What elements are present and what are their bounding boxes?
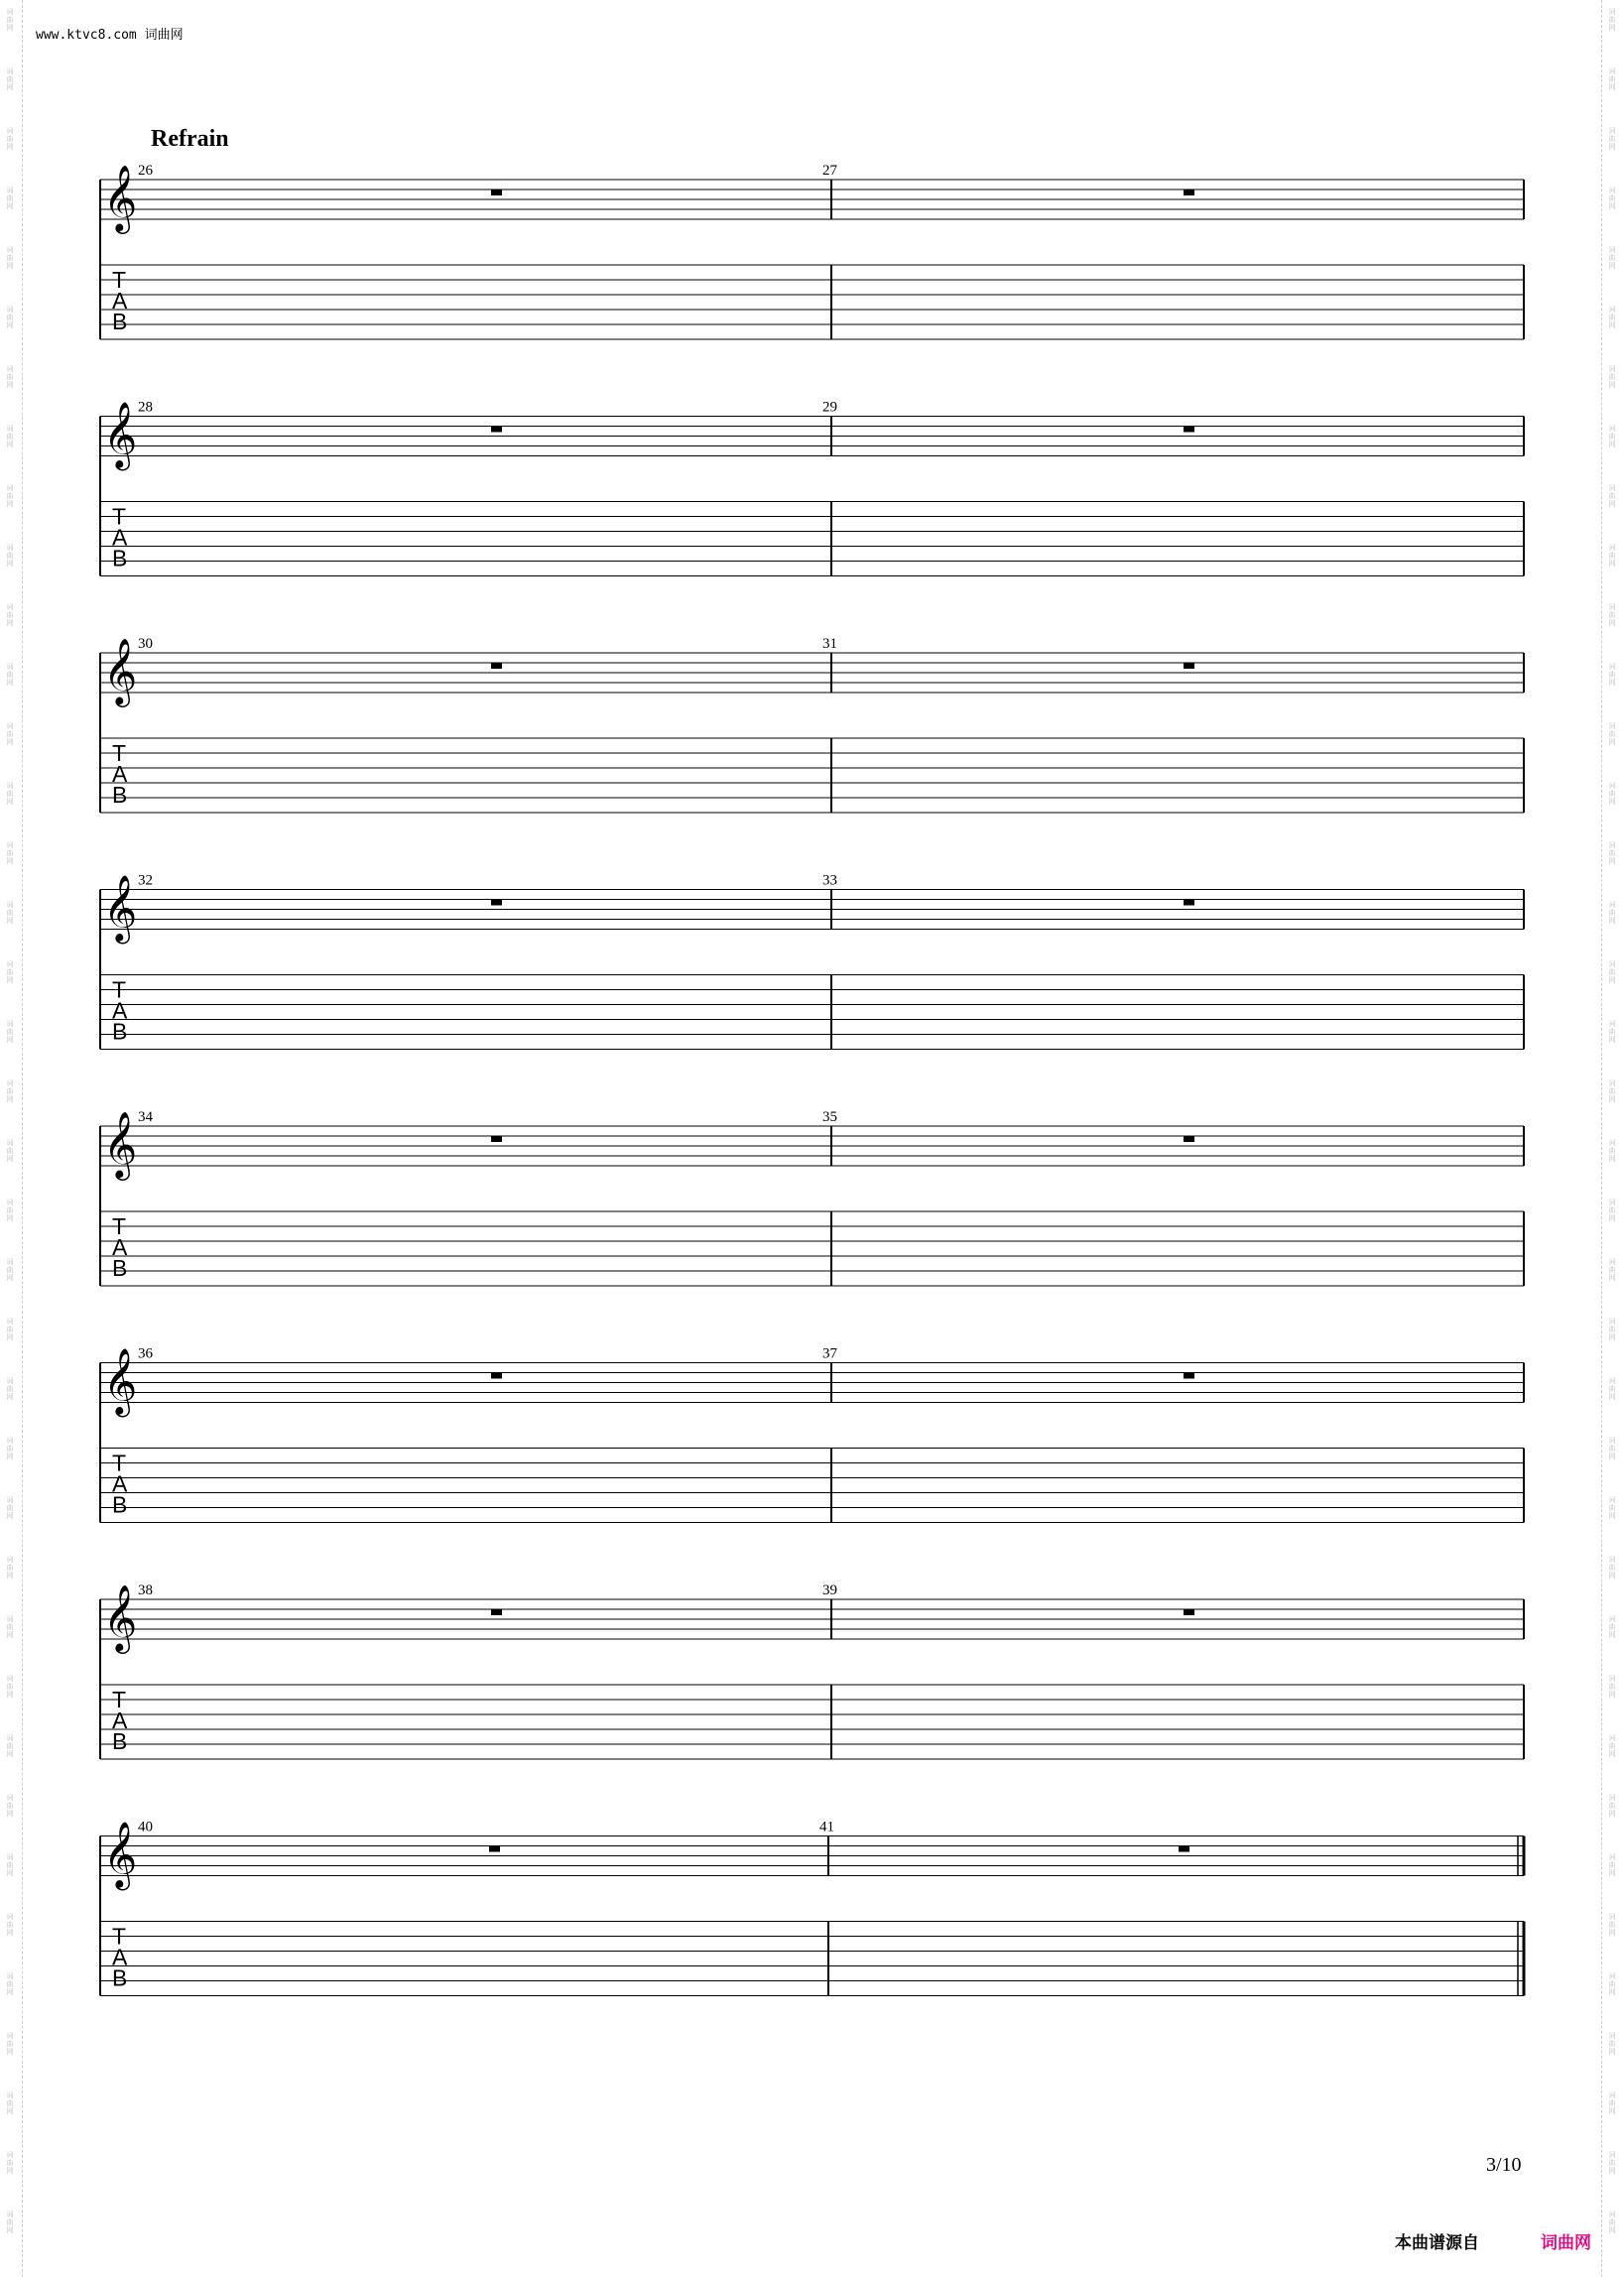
- measure-number: 32: [138, 872, 153, 889]
- watermark-mark: 词 曲 网: [6, 1258, 14, 1282]
- watermark-mark: 词 曲 网: [6, 1853, 14, 1877]
- watermark-mark: 词 曲 网: [1608, 1318, 1616, 1341]
- tab-clef-letter: A: [112, 524, 128, 551]
- tab-clef-letter: B: [112, 1018, 128, 1045]
- watermark-mark: 词 曲 网: [1608, 663, 1616, 687]
- watermark-mark: 词 曲 网: [6, 1972, 14, 1996]
- tab-clef-letter: B: [112, 1255, 128, 1281]
- measure-number: 30: [138, 636, 153, 652]
- whole-rest: [1184, 663, 1194, 669]
- whole-rest: [1179, 1846, 1189, 1852]
- treble-clef-icon: 𝄞: [103, 400, 138, 468]
- treble-clef-icon: 𝄞: [103, 637, 138, 704]
- treble-clef-icon: 𝄞: [103, 1346, 138, 1415]
- whole-rest: [489, 1846, 500, 1852]
- tab-clef-letter: B: [112, 309, 128, 334]
- watermark-mark: 词 曲 网: [1608, 722, 1616, 746]
- watermark-mark: 词 曲 网: [1608, 1258, 1616, 1282]
- watermark-mark: 词 曲 网: [6, 1020, 14, 1044]
- tab-clef-letter: T: [112, 1687, 127, 1712]
- watermark-mark: 词 曲 网: [1608, 1496, 1616, 1520]
- watermark-mark: 词 曲 网: [1608, 246, 1616, 270]
- watermark-mark: 词 曲 网: [6, 187, 14, 210]
- tab-clef-letter: A: [112, 761, 128, 787]
- watermark-mark: 词 曲 网: [1608, 2032, 1616, 2056]
- watermark-mark: 词 曲 网: [6, 841, 14, 865]
- tab-clef-letter: T: [112, 267, 127, 293]
- watermark-mark: 词 曲 网: [1608, 127, 1616, 151]
- watermark-mark: 词 曲 网: [1608, 544, 1616, 568]
- whole-rest: [491, 1609, 502, 1615]
- watermark-mark: 词 曲 网: [6, 484, 14, 508]
- watermark-mark: 词 曲 网: [1608, 901, 1616, 925]
- watermark-mark: 词 曲 网: [1608, 1853, 1616, 1877]
- watermark-mark: 词 曲 网: [6, 1615, 14, 1639]
- whole-rest: [1184, 427, 1194, 433]
- tab-clef-letter: A: [112, 1708, 128, 1733]
- whole-rest: [491, 1136, 502, 1142]
- watermark-mark: 词 曲 网: [1608, 1556, 1616, 1580]
- watermark-mark: 词 曲 网: [6, 127, 14, 151]
- watermark-mark: 词 曲 网: [6, 67, 14, 91]
- watermark-mark: 词 曲 网: [1608, 1437, 1616, 1460]
- watermark-mark: 词 曲 网: [1608, 1972, 1616, 1996]
- watermark-mark: 词 曲 网: [6, 1913, 14, 1937]
- footer-brand-link[interactable]: 词曲网: [1541, 2233, 1591, 2253]
- watermark-mark: 词 曲 网: [6, 246, 14, 270]
- tab-clef-letter: T: [112, 1450, 127, 1476]
- tab-clef-letter: T: [112, 1923, 127, 1950]
- watermark-mark: 词 曲 网: [6, 2091, 14, 2115]
- measure-number: 39: [822, 1582, 837, 1598]
- tab-clef-letter: A: [112, 997, 128, 1024]
- treble-clef-icon: 𝄞: [103, 1820, 138, 1888]
- tab-clef-letter: B: [112, 1491, 128, 1518]
- watermark-mark: 词 曲 网: [6, 1377, 14, 1401]
- whole-rest: [491, 190, 502, 195]
- watermark-mark: 词 曲 网: [6, 306, 14, 329]
- measure-number: 38: [138, 1582, 153, 1598]
- whole-rest: [491, 900, 502, 906]
- measure-number: 35: [822, 1109, 837, 1125]
- tab-clef-letter: B: [112, 545, 128, 571]
- measure-number: 37: [822, 1345, 837, 1362]
- tab-clef-letter: B: [112, 1964, 128, 1991]
- measure-number: 27: [822, 163, 837, 179]
- watermark-mark: 词 曲 网: [6, 1734, 14, 1758]
- watermark-mark: 词 曲 网: [6, 1437, 14, 1460]
- watermark-mark: 词 曲 网: [1608, 1794, 1616, 1818]
- watermark-mark: 词 曲 网: [1608, 1139, 1616, 1163]
- footer-source-label: 本曲谱源自: [1395, 2233, 1479, 2253]
- watermark-mark: 词 曲 网: [1608, 365, 1616, 389]
- watermark-mark: 词 曲 网: [6, 1139, 14, 1163]
- whole-rest: [1184, 1373, 1194, 1379]
- treble-clef-icon: 𝄞: [103, 1583, 138, 1651]
- watermark-mark: 词 曲 网: [1608, 2091, 1616, 2115]
- measure-number: 31: [822, 636, 837, 652]
- whole-rest: [1184, 190, 1194, 195]
- treble-clef-icon: 𝄞: [103, 873, 138, 942]
- watermark-mark: 词 曲 网: [1608, 603, 1616, 627]
- tab-clef-letter: B: [112, 1728, 128, 1754]
- whole-rest: [491, 427, 502, 433]
- whole-rest: [1184, 1136, 1194, 1142]
- tab-clef-letter: T: [112, 740, 127, 766]
- watermark-mark: 词 曲 网: [1608, 67, 1616, 91]
- watermark-mark: 词 曲 网: [6, 603, 14, 627]
- watermark-mark: 词 曲 网: [1608, 2151, 1616, 2175]
- measure-number: 36: [138, 1345, 153, 1362]
- measure-number: 33: [822, 872, 837, 889]
- tab-clef-letter: T: [112, 1213, 127, 1239]
- watermark-mark: 词 曲 网: [1608, 484, 1616, 508]
- measure-number: 26: [138, 163, 153, 179]
- watermark-mark: 词 曲 网: [6, 365, 14, 389]
- whole-rest: [491, 1373, 502, 1379]
- watermark-mark: 词 曲 网: [1608, 1615, 1616, 1639]
- section-title: Refrain: [151, 126, 229, 152]
- watermark-mark: 词 曲 网: [6, 1794, 14, 1818]
- watermark-mark: 词 曲 网: [6, 960, 14, 984]
- watermark-mark: 词 曲 网: [6, 1318, 14, 1341]
- watermark-mark: 词 曲 网: [6, 1199, 14, 1222]
- page-number: 3/10: [1486, 2154, 1522, 2176]
- watermark-mark: 词 曲 网: [1608, 1734, 1616, 1758]
- watermark-mark: 词 曲 网: [1608, 841, 1616, 865]
- watermark-mark: 词 曲 网: [6, 1079, 14, 1103]
- tab-clef-letter: B: [112, 782, 128, 808]
- watermark-mark: 词 曲 网: [6, 2211, 14, 2234]
- watermark-mark: 词 曲 网: [1608, 1199, 1616, 1222]
- tab-clef-letter: A: [112, 1234, 128, 1260]
- watermark-mark: 词 曲 网: [1608, 1079, 1616, 1103]
- watermark-mark: 词 曲 网: [6, 782, 14, 806]
- watermark-mark: 词 曲 网: [1608, 1675, 1616, 1699]
- treble-clef-icon: 𝄞: [103, 164, 138, 231]
- watermark-mark: 词 曲 网: [1608, 8, 1616, 32]
- site-url-header[interactable]: www.ktvc8.com 词曲网: [36, 28, 184, 43]
- measure-number: 41: [819, 1819, 834, 1835]
- watermark-mark: 词 曲 网: [1608, 960, 1616, 984]
- tab-clef-letter: A: [112, 1944, 128, 1970]
- watermark-mark: 词 曲 网: [6, 8, 14, 32]
- tab-clef-letter: T: [112, 503, 127, 530]
- watermark-mark: 词 曲 网: [1608, 2211, 1616, 2234]
- watermark-mark: 词 曲 网: [1608, 187, 1616, 210]
- tab-clef-letter: A: [112, 288, 128, 314]
- whole-rest: [1184, 900, 1194, 906]
- watermark-mark: 词 曲 网: [1608, 782, 1616, 806]
- watermark-mark: 词 曲 网: [6, 722, 14, 746]
- watermark-mark: 词 曲 网: [6, 1675, 14, 1699]
- watermark-mark: 词 曲 网: [1608, 425, 1616, 448]
- watermark-mark: 词 曲 网: [6, 901, 14, 925]
- watermark-mark: 词 曲 网: [6, 2032, 14, 2056]
- treble-clef-icon: 𝄞: [103, 1110, 138, 1178]
- tab-clef-letter: A: [112, 1470, 128, 1497]
- tab-clef-letter: T: [112, 976, 127, 1003]
- whole-rest: [1184, 1609, 1194, 1615]
- watermark-mark: 词 曲 网: [6, 1496, 14, 1520]
- watermark-mark: 词 曲 网: [1608, 306, 1616, 329]
- watermark-mark: 词 曲 网: [6, 2151, 14, 2175]
- watermark-mark: 词 曲 网: [6, 663, 14, 687]
- measure-number: 40: [138, 1819, 153, 1835]
- whole-rest: [491, 663, 502, 669]
- watermark-mark: 词 曲 网: [6, 1556, 14, 1580]
- measure-number: 29: [822, 399, 837, 416]
- watermark-mark: 词 曲 网: [6, 425, 14, 448]
- watermark-mark: 词 曲 网: [1608, 1913, 1616, 1937]
- watermark-mark: 词 曲 网: [1608, 1020, 1616, 1044]
- watermark-mark: 词 曲 网: [1608, 1377, 1616, 1401]
- measure-number: 34: [138, 1109, 153, 1125]
- measure-number: 28: [138, 399, 153, 416]
- watermark-mark: 词 曲 网: [6, 544, 14, 568]
